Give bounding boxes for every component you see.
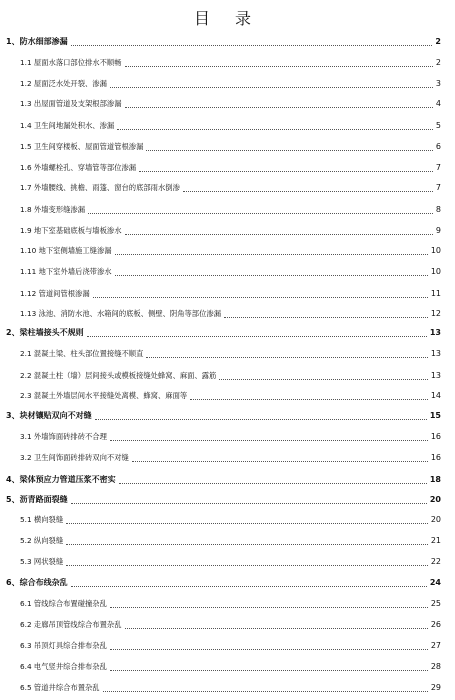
toc-entry-label: 5.3 网状裂缝 bbox=[20, 557, 64, 566]
section-title: 综合布线杂乱 bbox=[19, 578, 68, 587]
section-title: 梁柱墙接头不规则 bbox=[19, 328, 84, 337]
dot-leader bbox=[146, 150, 433, 151]
page-number: 13 bbox=[430, 371, 441, 380]
toc-entry-label: 6.4 电气竖井综合排布杂乱 bbox=[20, 662, 107, 671]
toc-section-5[interactable] bbox=[0, 492, 455, 506]
dot-leader bbox=[115, 275, 428, 276]
dot-leader bbox=[183, 191, 433, 192]
toc-entry-label: 1.2 屋面泛水处开裂、渗漏 bbox=[20, 79, 107, 88]
toc-entry[interactable] bbox=[0, 512, 455, 526]
toc-entry-label: 1.8 外墙变形缝渗漏 bbox=[20, 205, 86, 214]
page-number: 16 bbox=[430, 432, 441, 441]
toc-entry-label: 6.2 走廊吊顶管线综合布置杂乱 bbox=[20, 620, 122, 629]
toc-entry[interactable] bbox=[0, 96, 455, 110]
page-number: 5 bbox=[435, 121, 441, 130]
page-number: 7 bbox=[435, 183, 441, 192]
page-number: 16 bbox=[430, 453, 441, 462]
page-number: 28 bbox=[430, 662, 441, 671]
toc-entry[interactable] bbox=[0, 306, 455, 320]
toc-section-2-label bbox=[6, 327, 84, 339]
toc-entry[interactable] bbox=[0, 596, 455, 610]
toc-entry-label: 2.1 混凝土梁、柱头部位置接缝不顺直 bbox=[20, 349, 144, 358]
page-number: 7 bbox=[435, 163, 441, 172]
page-number: 14 bbox=[430, 391, 441, 400]
dot-leader bbox=[110, 649, 428, 650]
dot-leader bbox=[66, 565, 428, 566]
toc-section-4-label bbox=[6, 474, 116, 486]
dot-leader bbox=[93, 297, 428, 298]
toc-entry-label: 3.1 外墙饰面砖排砖不合理 bbox=[20, 432, 107, 441]
toc-entry[interactable] bbox=[0, 55, 455, 69]
dot-leader bbox=[117, 129, 433, 130]
page-number: 6 bbox=[435, 142, 441, 151]
toc-entry-label: 1.10 地下室侧墙施工缝渗漏 bbox=[20, 246, 112, 255]
toc-entry[interactable] bbox=[0, 388, 455, 402]
section-title: 块材镶贴双向不对缝 bbox=[19, 411, 92, 420]
dot-leader bbox=[125, 234, 433, 235]
dot-leader bbox=[219, 379, 427, 380]
page-number: 13 bbox=[429, 328, 441, 337]
dot-leader bbox=[132, 461, 428, 462]
dot-leader bbox=[88, 213, 433, 214]
dot-leader bbox=[71, 503, 427, 504]
toc-entry[interactable] bbox=[0, 160, 455, 174]
toc-entry-label: 2.3 混凝土外墙层间水平接缝处离模、蜂窝、麻面等 bbox=[20, 391, 188, 400]
dot-leader bbox=[125, 107, 433, 108]
page-number: 26 bbox=[430, 620, 441, 629]
page-number: 21 bbox=[430, 536, 441, 545]
toc-entry[interactable] bbox=[0, 202, 455, 216]
toc-entry[interactable] bbox=[0, 554, 455, 568]
dot-leader bbox=[95, 419, 427, 420]
page-number: 8 bbox=[435, 205, 441, 214]
toc-entry[interactable] bbox=[0, 429, 455, 443]
toc-entry-label: 1.11 地下室外墙后浇带渗水 bbox=[20, 267, 112, 276]
toc-entry-label: 2.2 混凝土柱（墙）层间接头或模板接缝处蜂窝、麻面、露筋 bbox=[20, 371, 217, 380]
dot-leader bbox=[87, 336, 427, 337]
page-number: 25 bbox=[430, 599, 441, 608]
toc-entry[interactable] bbox=[0, 243, 455, 257]
dot-leader bbox=[71, 45, 433, 46]
toc-section-5-label bbox=[6, 494, 68, 506]
page-title: 目 录 bbox=[193, 9, 262, 28]
dot-leader bbox=[103, 691, 428, 692]
page-number: 15 bbox=[429, 411, 441, 420]
toc-entry[interactable] bbox=[0, 680, 455, 694]
toc-entry-label: 1.4 卫生间地漏处积水、渗漏 bbox=[20, 121, 115, 130]
section-number: 3、 bbox=[6, 411, 20, 420]
toc-entry[interactable] bbox=[0, 76, 455, 90]
toc-entry-label: 5.1 横向裂缝 bbox=[20, 515, 64, 524]
dot-leader bbox=[125, 628, 428, 629]
toc-section-6[interactable] bbox=[0, 575, 455, 589]
page-number: 3 bbox=[435, 79, 441, 88]
page-number: 2 bbox=[435, 58, 441, 67]
page-number: 27 bbox=[430, 641, 441, 650]
toc-section-1[interactable] bbox=[0, 34, 455, 48]
page-number: 13 bbox=[430, 349, 441, 358]
dot-leader bbox=[190, 399, 428, 400]
section-title: 沥青路面裂缝 bbox=[19, 495, 68, 504]
section-number: 1、 bbox=[6, 37, 20, 46]
page-number: 22 bbox=[430, 557, 441, 566]
toc-section-4[interactable] bbox=[0, 472, 455, 486]
toc-entry[interactable] bbox=[0, 638, 455, 652]
toc-entry-label: 1.6 外墙螺栓孔、穿墙管等部位渗漏 bbox=[20, 163, 137, 172]
toc-entry-label: 1.5 卫生间穿楼板、屋面管道管根渗漏 bbox=[20, 142, 144, 151]
dot-leader bbox=[110, 670, 428, 671]
page-number: 10 bbox=[430, 267, 441, 276]
section-number: 2、 bbox=[6, 328, 20, 337]
dot-leader bbox=[139, 171, 433, 172]
toc-entry[interactable] bbox=[0, 368, 455, 382]
dot-leader bbox=[110, 440, 428, 441]
page-number: 11 bbox=[430, 289, 441, 298]
toc-entry[interactable] bbox=[0, 659, 455, 673]
toc-entry-label: 1.13 泳池、消防水池、水箱间的底板、侧壁、阴角等部位渗漏 bbox=[20, 309, 221, 318]
page-number: 4 bbox=[435, 99, 441, 108]
page-number: 2 bbox=[435, 37, 441, 46]
dot-leader bbox=[125, 66, 433, 67]
toc-entry[interactable] bbox=[0, 139, 455, 153]
toc-entry-label: 1.1 屋面水落口部位排水不顺畅 bbox=[20, 58, 122, 67]
dot-leader bbox=[71, 586, 427, 587]
dot-leader bbox=[146, 357, 427, 358]
toc-section-3-label bbox=[6, 410, 92, 422]
toc-section-1-label bbox=[6, 36, 68, 48]
dot-leader bbox=[119, 483, 427, 484]
page-number: 29 bbox=[430, 683, 441, 692]
toc-entry-label: 6.5 管道井综合布置杂乱 bbox=[20, 683, 100, 692]
toc-entry[interactable] bbox=[0, 533, 455, 547]
toc-entry-label: 6.3 吊顶灯具综合排布杂乱 bbox=[20, 641, 107, 650]
dot-leader bbox=[224, 317, 428, 318]
toc-entry[interactable] bbox=[0, 286, 455, 300]
page-number: 18 bbox=[429, 475, 441, 484]
toc-entry-label: 1.9 地下室基础底板与墙板渗水 bbox=[20, 226, 122, 235]
toc-entry-label: 6.1 管线综合布置碰撞杂乱 bbox=[20, 599, 107, 608]
dot-leader bbox=[66, 544, 428, 545]
toc-entry-label: 1.3 出屋面管道及支架根部渗漏 bbox=[20, 99, 122, 108]
section-number: 5、 bbox=[6, 495, 20, 504]
page-number: 20 bbox=[429, 495, 441, 504]
section-title: 防水细部渗漏 bbox=[19, 37, 68, 46]
page-number: 24 bbox=[429, 578, 441, 587]
page-number: 20 bbox=[430, 515, 441, 524]
section-number: 4、 bbox=[6, 475, 20, 484]
toc-entry[interactable] bbox=[0, 346, 455, 360]
dot-leader bbox=[66, 523, 428, 524]
toc-entry[interactable] bbox=[0, 223, 455, 237]
toc-section-2[interactable] bbox=[0, 325, 455, 339]
toc-entry[interactable] bbox=[0, 450, 455, 464]
toc-entry[interactable] bbox=[0, 617, 455, 631]
toc-entry-label: 5.2 纵向裂缝 bbox=[20, 536, 64, 545]
toc-entry[interactable] bbox=[0, 264, 455, 278]
section-number: 6、 bbox=[6, 578, 20, 587]
section-title: 梁体预应力管道压浆不密实 bbox=[19, 475, 116, 484]
toc-entry-label: 1.7 外墙腰线、挑檐、雨篷、窗台的底部雨水倒渗 bbox=[20, 183, 180, 192]
dot-leader bbox=[110, 607, 428, 608]
toc-entry-label: 1.12 管道间管根渗漏 bbox=[20, 289, 90, 298]
toc-section-3[interactable] bbox=[0, 408, 455, 422]
toc-entry-label: 3.2 卫生间饰面砖排砖双向不对缝 bbox=[20, 453, 129, 462]
dot-leader bbox=[110, 87, 433, 88]
dot-leader bbox=[115, 254, 428, 255]
toc-entry[interactable] bbox=[0, 118, 455, 132]
page-number: 10 bbox=[430, 246, 441, 255]
toc-entry[interactable] bbox=[0, 180, 455, 194]
page-number: 9 bbox=[435, 226, 441, 235]
toc-section-6-label bbox=[6, 577, 68, 589]
page-number: 12 bbox=[430, 309, 441, 318]
